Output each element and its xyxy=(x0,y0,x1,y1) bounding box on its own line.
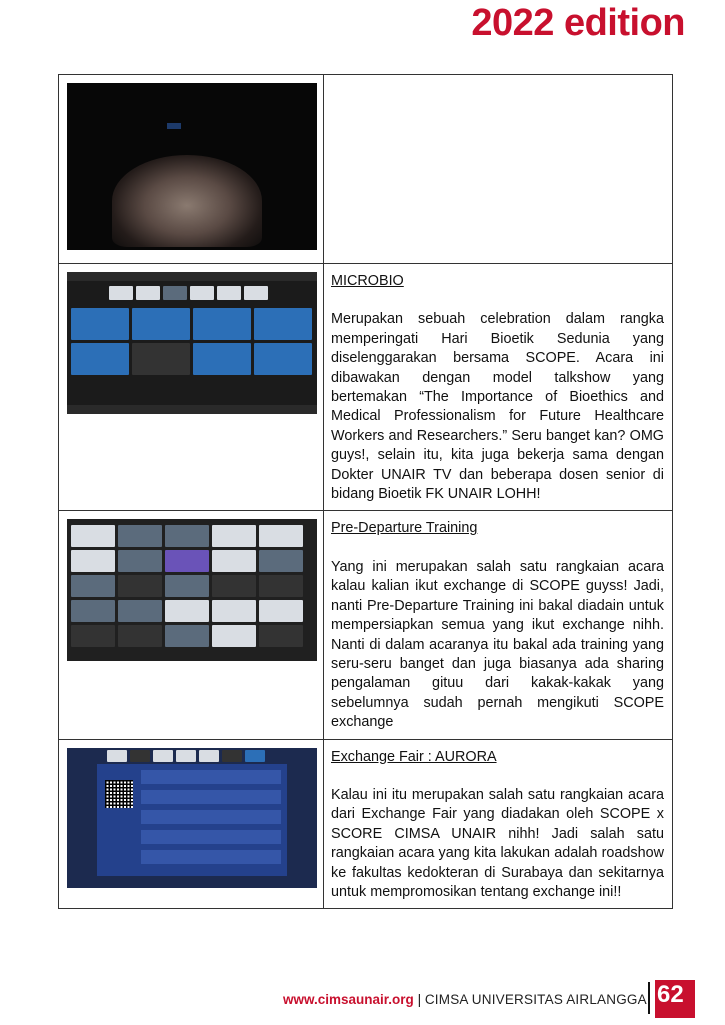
activity-body: Merupakan sebuah celebration dalam rangka memperingati Hari Bioetik Sedunia yang diselenggarakan bersama SCOPE. Acara ini dibawakan dengan model talkshow yang bertemakan “The Importance of Bioethics and Medical Professionalism for Future Healthcare Workers and Researchers.” Seru banget kan? OMG guys!, selain itu, kita juga bekerja sama dengan Dokter UNAIR TV dan beberapa dosen senior di bidang Bioetik FK UNAIR LOHH! xyxy=(331,311,664,503)
video-tile xyxy=(259,550,303,572)
video-tile xyxy=(109,286,133,300)
text-cell xyxy=(324,511,673,739)
video-tile xyxy=(153,750,173,762)
video-tile xyxy=(71,625,115,647)
video-tile xyxy=(118,525,162,547)
zoom-video-grid xyxy=(71,308,312,375)
page-number: 62 xyxy=(655,980,695,1018)
video-tile xyxy=(217,286,241,300)
video-tile xyxy=(212,550,256,572)
activity-body: Kalau ini itu merupakan salah satu rangkaian acara dari Exchange Fair yang diadakan oleh SCOPE x SCORE CIMSA UNAIR nihh! Jadi salah satu rangkaian acara yang kita lakukan adalah roadshow ke fakultas kedokteran di Surabaya dan sekitarnya untuk mempromosikan tentang exchange ini!! xyxy=(331,786,664,900)
video-tile xyxy=(212,525,256,547)
zoom-top-strip xyxy=(109,286,268,300)
video-tile xyxy=(71,600,115,622)
video-tile xyxy=(176,750,196,762)
image-cell xyxy=(59,739,324,909)
zoom-screenshot xyxy=(67,519,317,661)
video-tile xyxy=(245,750,265,762)
activity-text xyxy=(324,740,672,909)
video-tile xyxy=(165,525,209,547)
video-tile xyxy=(136,286,160,300)
video-tile xyxy=(130,750,150,762)
image-cell xyxy=(59,264,324,511)
qa-panel xyxy=(97,764,287,876)
page-number-divider xyxy=(648,982,650,1014)
video-tile xyxy=(118,575,162,597)
video-tile xyxy=(259,600,303,622)
qr-code xyxy=(105,780,133,808)
activity-title: Pre-Departure Training xyxy=(331,520,478,537)
text-cell xyxy=(324,739,673,909)
table-row xyxy=(59,739,673,909)
video-tile xyxy=(212,600,256,622)
video-tile xyxy=(118,600,162,622)
table-row xyxy=(59,511,673,739)
video-tile xyxy=(71,343,129,375)
video-tile xyxy=(132,343,190,375)
footer-separator: | xyxy=(417,992,422,1007)
qa-item xyxy=(141,770,281,784)
zoom-bottom-bar xyxy=(67,405,317,414)
text-cell xyxy=(324,264,673,511)
activities-table xyxy=(58,74,673,909)
zoom-screenshot xyxy=(67,272,317,414)
video-tile xyxy=(165,550,209,572)
video-tile xyxy=(71,550,115,572)
activity-text xyxy=(324,264,672,510)
video-tile xyxy=(71,525,115,547)
video-tile xyxy=(193,308,251,340)
video-tile xyxy=(165,600,209,622)
video-tile xyxy=(118,625,162,647)
video-tile xyxy=(254,308,312,340)
video-tile xyxy=(118,550,162,572)
video-tile xyxy=(71,575,115,597)
video-tile xyxy=(165,625,209,647)
video-tile xyxy=(259,525,303,547)
video-tile xyxy=(163,286,187,300)
video-tile xyxy=(212,625,256,647)
photo-sign xyxy=(167,123,181,129)
video-tile xyxy=(259,575,303,597)
website-link[interactable]: www.cimsaunair.org xyxy=(283,992,414,1007)
qa-item xyxy=(141,830,281,844)
zoom-top-strip xyxy=(107,750,265,762)
video-tile xyxy=(193,343,251,375)
video-tile xyxy=(165,575,209,597)
qa-item xyxy=(141,810,281,824)
video-tile xyxy=(199,750,219,762)
activity-title: Exchange Fair : AURORA xyxy=(331,748,497,765)
video-tile xyxy=(222,750,242,762)
qa-item xyxy=(141,790,281,804)
video-tile xyxy=(244,286,268,300)
zoom-video-grid xyxy=(71,525,303,647)
image-cell xyxy=(59,511,324,739)
activity-body: Yang ini merupakan salah satu rangkaian acara kalau kalian ikut exchange di SCOPE guyss! Jadi, nanti Pre-Departure Training ini bakal diadain untuk mempersiapkan semua yang ikut exchange nihh. Nanti di dalam acaranya itu bakal ada training yang seru-seru banget dan juga biasanya ada sharing pengalaman gituu dari kakak-kakak yang sebelumnya sudah pernah mengikuti SCOPE exchange xyxy=(331,558,664,731)
activity-text xyxy=(324,511,672,738)
video-tile xyxy=(259,625,303,647)
video-tile xyxy=(190,286,214,300)
image-cell xyxy=(59,75,324,264)
activity-title: MICROBIO xyxy=(331,273,404,289)
zoom-top-bar xyxy=(67,272,317,281)
video-tile xyxy=(132,308,190,340)
video-tile xyxy=(107,750,127,762)
table-row xyxy=(59,264,673,511)
photo-group xyxy=(112,155,262,247)
video-tile xyxy=(71,308,129,340)
video-tile xyxy=(212,575,256,597)
organization-name: CIMSA UNIVERSITAS AIRLANGGA xyxy=(424,992,647,1007)
qa-item xyxy=(141,850,281,864)
zoom-screenshot xyxy=(67,748,317,888)
group-photo xyxy=(67,83,317,250)
page-footer xyxy=(283,992,647,1007)
text-cell xyxy=(324,75,673,264)
video-tile xyxy=(254,343,312,375)
table-row xyxy=(59,75,673,264)
edition-title: 2022 edition xyxy=(471,2,685,44)
